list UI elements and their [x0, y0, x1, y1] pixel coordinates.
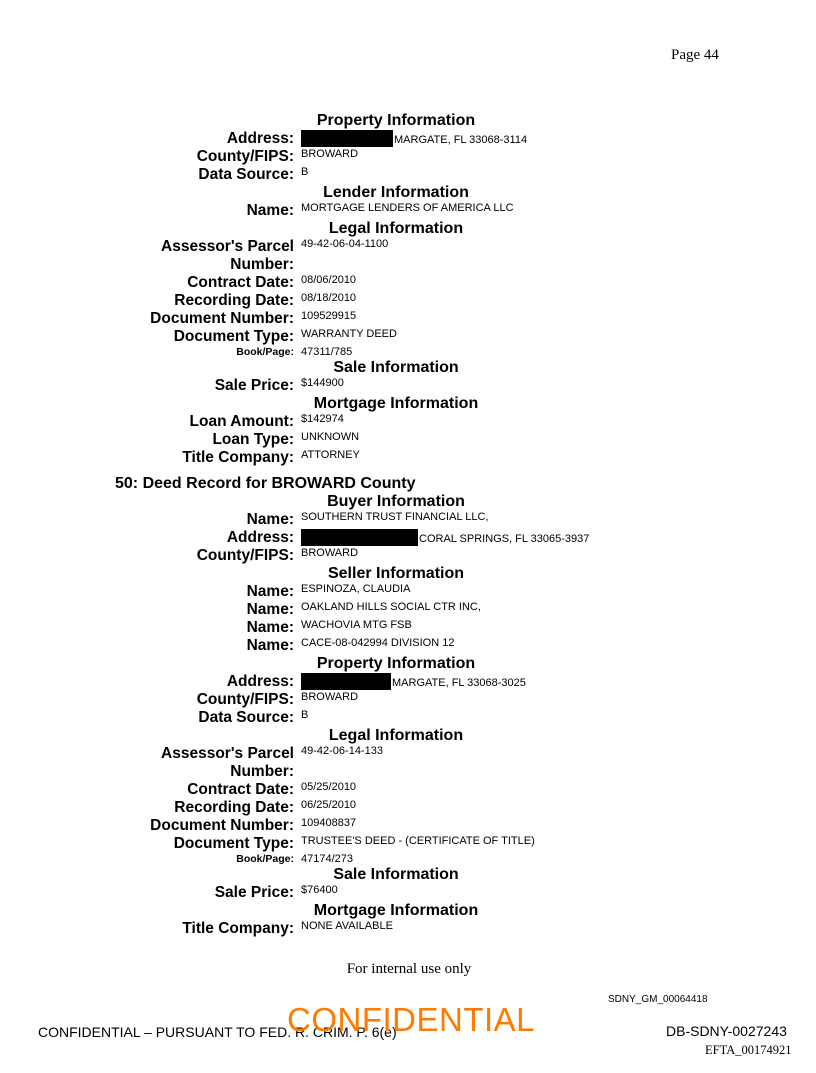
address-row [0, 130, 816, 148]
document-type-label: Document Type: [173, 328, 294, 345]
address-value: MARGATE, FL 33068-3114 [394, 134, 528, 146]
document-type-value: WARRANTY DEED [301, 328, 397, 340]
record-heading: 50: Deed Record for BROWARD County [115, 475, 416, 492]
recording-date-label: Recording Date: [174, 292, 294, 309]
title-company-row [0, 449, 816, 467]
book-page-label: Book/Page: [236, 853, 294, 865]
sale-price-value: $76400 [301, 884, 338, 896]
sale-price-row [0, 884, 816, 902]
buyer-address-label: Address: [226, 529, 294, 546]
buyer-name-row [0, 511, 816, 529]
buyer-county-label: County/FIPS: [196, 547, 294, 564]
seller-name-label: Name: [246, 583, 294, 600]
data-source-value: B [301, 709, 309, 721]
data-source-row [0, 166, 816, 184]
title-company-value: ATTORNEY [301, 449, 360, 461]
buyer-information-heading: Buyer Information [327, 493, 465, 510]
bates-number-efta: EFTA_00174921 [705, 1043, 792, 1057]
county-value: BROWARD [301, 691, 359, 703]
recording-date-row [0, 292, 816, 310]
document-number-row [0, 817, 816, 835]
lender-information-heading: Lender Information [323, 184, 469, 201]
county-value: BROWARD [301, 148, 359, 160]
loan-type-row [0, 431, 816, 449]
parcel-value: 49-42-06-14-133 [301, 745, 383, 757]
loan-type-value: UNKNOWN [301, 431, 360, 443]
county-row [0, 148, 816, 166]
sale-information-heading: Sale Information [333, 866, 459, 883]
loan-amount-row [0, 413, 816, 431]
title-company-row [0, 920, 816, 938]
bates-number-db: DB-SDNY-0027243 [666, 1023, 787, 1039]
legal-information-heading: Legal Information [328, 220, 464, 237]
seller-information-heading: Seller Information [327, 565, 465, 582]
recording-date-label: Recording Date: [174, 799, 294, 816]
internal-use-note: For internal use only [346, 961, 472, 977]
document-number-value: 109529915 [301, 310, 357, 322]
lender-name-value: MORTGAGE LENDERS OF AMERICA LLC [301, 202, 514, 214]
document-number-label: Document Number: [150, 817, 294, 834]
book-page-row [0, 853, 816, 866]
buyer-county-value: BROWARD [301, 547, 359, 559]
loan-type-label: Loan Type: [212, 431, 294, 448]
sale-price-label: Sale Price: [214, 377, 294, 394]
lender-name-label: Name: [246, 202, 294, 219]
buyer-address-row [0, 529, 816, 547]
book-page-value: 47174/273 [301, 853, 353, 865]
deed-records [0, 112, 816, 938]
recording-date-value: 06/25/2010 [301, 799, 357, 811]
sale-price-row [0, 377, 816, 395]
seller-name-row [0, 619, 816, 637]
county-row [0, 691, 816, 709]
lender-name-row [0, 202, 816, 220]
title-company-label: Title Company: [182, 920, 294, 937]
seller-name-label: Name: [246, 619, 294, 636]
county-label: County/FIPS: [196, 148, 294, 165]
sale-information-heading: Sale Information [333, 359, 459, 376]
data-source-value: B [301, 166, 309, 178]
seller-name-row [0, 637, 816, 655]
buyer-name-value: SOUTHERN TRUST FINANCIAL LLC, [301, 511, 489, 523]
document-type-label: Document Type: [173, 835, 294, 852]
recording-date-row [0, 799, 816, 817]
data-source-label: Data Source: [198, 166, 294, 183]
redaction-bar [301, 673, 391, 690]
document-type-value: TRUSTEE'S DEED - (CERTIFICATE OF TITLE) [301, 835, 535, 847]
seller-name-label: Name: [246, 637, 294, 654]
seller-name-value: WACHOVIA MTG FSB [301, 619, 412, 631]
contract-date-value: 08/06/2010 [301, 274, 357, 286]
buyer-county-row [0, 547, 816, 565]
property-information-heading: Property Information [316, 655, 476, 672]
sale-price-value: $144900 [301, 377, 344, 389]
title-company-label: Title Company: [182, 449, 294, 466]
seller-name-value: CACE-08-042994 DIVISION 12 [301, 637, 455, 649]
buyer-name-label: Name: [246, 511, 294, 528]
seller-name-row [0, 601, 816, 619]
document-number-row [0, 310, 816, 328]
redaction-bar [301, 130, 393, 147]
contract-date-value: 05/25/2010 [301, 781, 357, 793]
contract-date-row [0, 781, 816, 799]
parcel-row [0, 745, 816, 781]
buyer-address-value: CORAL SPRINGS, FL 33065-3937 [419, 533, 590, 545]
recording-date-value: 08/18/2010 [301, 292, 357, 304]
contract-date-row [0, 274, 816, 292]
mortgage-information-heading: Mortgage Information [313, 395, 479, 412]
bates-number-sdny: SDNY_GM_00064418 [608, 994, 708, 1005]
sale-price-label: Sale Price: [214, 884, 294, 901]
address-value: MARGATE, FL 33068-3025 [392, 677, 526, 689]
parcel-row [0, 238, 816, 274]
book-page-label: Book/Page: [236, 346, 294, 358]
parcel-value: 49-42-06-04-1100 [301, 238, 389, 250]
document-type-row [0, 835, 816, 853]
address-label: Address: [226, 673, 294, 690]
document-number-label: Document Number: [150, 310, 294, 327]
title-company-value: NONE AVAILABLE [301, 920, 393, 932]
mortgage-information-heading: Mortgage Information [313, 902, 479, 919]
parcel-label: Assessor's Parcel Number: [161, 745, 294, 780]
contract-date-label: Contract Date: [187, 274, 294, 291]
contract-date-label: Contract Date: [187, 781, 294, 798]
document-number-value: 109408837 [301, 817, 357, 829]
address-row [0, 673, 816, 691]
book-page-value: 47311/785 [301, 346, 353, 358]
seller-name-value: OAKLAND HILLS SOCIAL CTR INC, [301, 601, 481, 613]
loan-amount-label: Loan Amount: [189, 413, 294, 430]
seller-name-row [0, 583, 816, 601]
seller-name-label: Name: [246, 601, 294, 618]
book-page-row [0, 346, 816, 359]
document-type-row [0, 328, 816, 346]
page-number: Page 44 [671, 47, 719, 63]
seller-name-value: ESPINOZA, CLAUDIA [301, 583, 411, 595]
data-source-row [0, 709, 816, 727]
county-label: County/FIPS: [196, 691, 294, 708]
property-information-heading: Property Information [316, 112, 476, 129]
confidential-notice: CONFIDENTIAL – PURSUANT TO FED. R. CRIM. P. 6(e) [38, 1024, 397, 1040]
address-label: Address: [226, 130, 294, 147]
data-source-label: Data Source: [198, 709, 294, 726]
legal-information-heading: Legal Information [328, 727, 464, 744]
confidential-stamp: CONFIDENTIAL [287, 1001, 536, 1038]
redaction-bar [301, 529, 418, 546]
parcel-label: Assessor's Parcel Number: [161, 238, 294, 273]
loan-amount-value: $142974 [301, 413, 344, 425]
